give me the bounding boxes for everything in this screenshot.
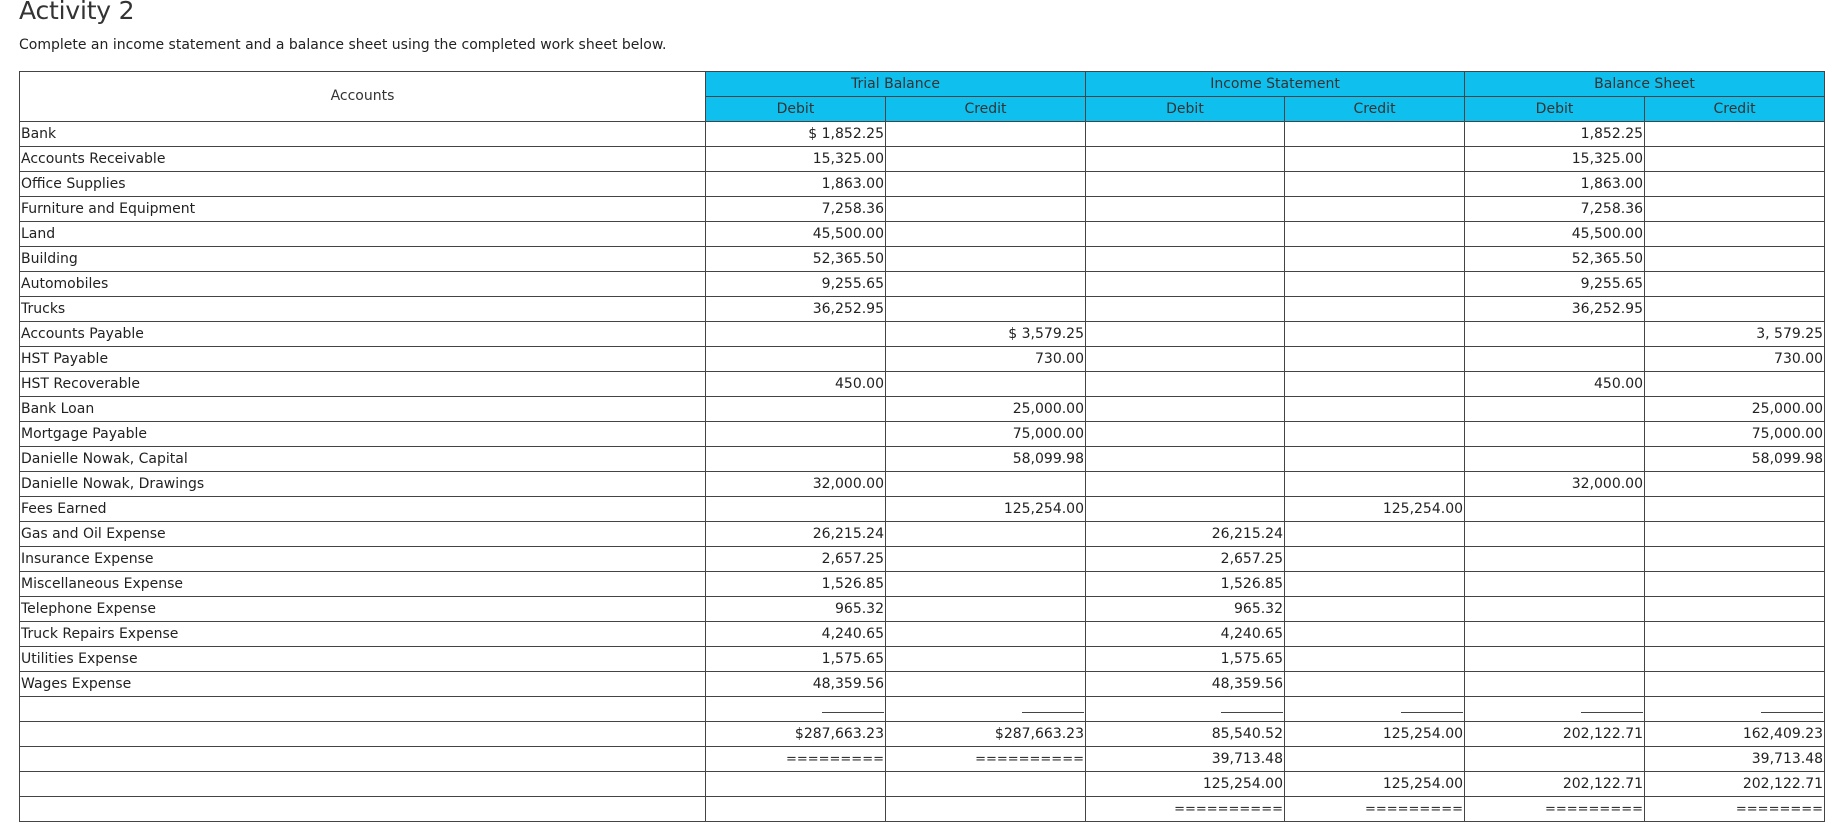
tb-credit-cell [886, 622, 1086, 647]
bs-credit-cell [1645, 522, 1825, 547]
net-income-is-credit [1285, 747, 1465, 772]
totals-acct-cell [20, 722, 706, 747]
account-name: Land [20, 222, 706, 247]
tb-credit-cell [886, 197, 1086, 222]
account-row [20, 647, 1825, 672]
bs-credit-cell: 75,000.00 [1645, 422, 1825, 447]
bs-debit-cell [1465, 422, 1645, 447]
account-row [20, 372, 1825, 397]
tb-credit-cell [886, 647, 1086, 672]
bs-credit-cell: 730.00 [1645, 347, 1825, 372]
is-debit-cell [1086, 497, 1285, 522]
account-row [20, 247, 1825, 272]
account-row [20, 622, 1825, 647]
tb-debit-cell: 52,365.50 [706, 247, 886, 272]
underline-cell [1285, 697, 1465, 722]
tb-credit-cell [886, 272, 1086, 297]
is-debit-cell: 1,575.65 [1086, 647, 1285, 672]
is-debit-cell: 965.32 [1086, 597, 1285, 622]
tb-debit-cell: 48,359.56 [706, 672, 886, 697]
account-name: Trucks [20, 297, 706, 322]
total-bs-debit: 202,122.71 [1465, 722, 1645, 747]
is-credit-cell [1285, 272, 1465, 297]
is-credit-cell [1285, 447, 1465, 472]
account-name: HST Recoverable [20, 372, 706, 397]
group-header-row [20, 72, 1825, 97]
final-tb-credit [886, 772, 1086, 797]
net-income-bs-debit [1465, 747, 1645, 772]
tb-debit-cell [706, 447, 886, 472]
net-income-acct-cell [20, 747, 706, 772]
is-credit-cell [1285, 522, 1465, 547]
account-name: Miscellaneous Expense [20, 572, 706, 597]
is-debit-cell [1086, 397, 1285, 422]
double-rule-bs-credit: ======== [1645, 797, 1825, 822]
is-credit-cell [1285, 597, 1465, 622]
bs-credit-cell: 25,000.00 [1645, 397, 1825, 422]
work-sheet-body [20, 122, 1825, 697]
account-row [20, 172, 1825, 197]
is-debit-cell [1086, 122, 1285, 147]
tb-debit-cell: 9,255.65 [706, 272, 886, 297]
account-row [20, 397, 1825, 422]
is-credit-cell [1285, 472, 1465, 497]
tb-credit-cell: 25,000.00 [886, 397, 1086, 422]
tb-debit-cell: 1,863.00 [706, 172, 886, 197]
account-row [20, 522, 1825, 547]
double-rule-is-debit: ========== [1086, 797, 1285, 822]
bs-debit-cell [1465, 547, 1645, 572]
tb-credit-cell [886, 147, 1086, 172]
tb-credit-cell: 75,000.00 [886, 422, 1086, 447]
bs-debit-cell [1465, 522, 1645, 547]
is-debit-cell [1086, 322, 1285, 347]
bs-credit-cell [1645, 122, 1825, 147]
is-credit-cell [1285, 222, 1465, 247]
underline-cell [886, 697, 1086, 722]
account-name: Building [20, 247, 706, 272]
account-row [20, 422, 1825, 447]
tb-credit-cell [886, 672, 1086, 697]
bs-credit-cell [1645, 472, 1825, 497]
tb-debit-cell: 1,575.65 [706, 647, 886, 672]
is-credit-cell [1285, 647, 1465, 672]
underline-cell [706, 697, 886, 722]
tb-credit-cell [886, 372, 1086, 397]
is-debit-cell [1086, 472, 1285, 497]
net-income-is-debit: 39,713.48 [1086, 747, 1285, 772]
is-debit-cell: 2,657.25 [1086, 547, 1285, 572]
is-debit-header: Debit [1086, 97, 1285, 122]
account-name: Fees Earned [20, 497, 706, 522]
account-name: Accounts Payable [20, 322, 706, 347]
tb-debit-cell: 15,325.00 [706, 147, 886, 172]
bs-credit-cell [1645, 672, 1825, 697]
net-income-row [20, 747, 1825, 772]
is-debit-cell [1086, 197, 1285, 222]
bs-credit-cell: 58,099.98 [1645, 447, 1825, 472]
is-credit-cell [1285, 247, 1465, 272]
bs-debit-cell [1465, 497, 1645, 522]
tb-credit-cell [886, 522, 1086, 547]
account-name: Automobiles [20, 272, 706, 297]
tb-credit-header: Credit [886, 97, 1086, 122]
tb-credit-cell [886, 597, 1086, 622]
bs-credit-cell [1645, 647, 1825, 672]
tb-credit-cell [886, 572, 1086, 597]
is-credit-cell [1285, 672, 1465, 697]
is-debit-cell [1086, 447, 1285, 472]
is-credit-cell [1285, 372, 1465, 397]
instructions-text: Complete an income statement and a balance sheet using the completed work sheet below. [19, 37, 667, 53]
is-credit-header: Credit [1285, 97, 1465, 122]
tb-credit-cell: $ 3,579.25 [886, 322, 1086, 347]
tb-credit-cell [886, 472, 1086, 497]
bs-debit-cell: 1,852.25 [1465, 122, 1645, 147]
double-rule-bs-debit: ========= [1465, 797, 1645, 822]
is-credit-cell [1285, 547, 1465, 572]
is-credit-cell [1285, 622, 1465, 647]
final-tb-debit [706, 772, 886, 797]
is-credit-cell [1285, 422, 1465, 447]
bs-credit-cell [1645, 497, 1825, 522]
account-name: Office Supplies [20, 172, 706, 197]
is-debit-cell [1086, 222, 1285, 247]
tb-credit-cell: 58,099.98 [886, 447, 1086, 472]
net-income-bs-credit: 39,713.48 [1645, 747, 1825, 772]
totals-body [20, 697, 1825, 822]
account-row [20, 447, 1825, 472]
account-row [20, 572, 1825, 597]
tb-credit-cell [886, 297, 1086, 322]
account-row [20, 147, 1825, 172]
tb-debit-cell: 2,657.25 [706, 547, 886, 572]
is-credit-cell [1285, 172, 1465, 197]
account-row [20, 297, 1825, 322]
final-acct-cell [20, 772, 706, 797]
account-row [20, 497, 1825, 522]
tb-credit-cell [886, 222, 1086, 247]
bs-debit-cell [1465, 647, 1645, 672]
bs-debit-cell: 9,255.65 [1465, 272, 1645, 297]
tb-debit-cell: 1,526.85 [706, 572, 886, 597]
is-debit-cell: 4,240.65 [1086, 622, 1285, 647]
is-credit-cell [1285, 147, 1465, 172]
final-is-credit: 125,254.00 [1285, 772, 1465, 797]
tb-debit-cell: 7,258.36 [706, 197, 886, 222]
total-tb-debit: $287,663.23 [706, 722, 886, 747]
tb-debit-cell: 965.32 [706, 597, 886, 622]
account-name: Wages Expense [20, 672, 706, 697]
bs-credit-cell [1645, 172, 1825, 197]
balance-sheet-header: Balance Sheet [1465, 72, 1825, 97]
final-bs-credit: 202,122.71 [1645, 772, 1825, 797]
bs-debit-cell: 36,252.95 [1465, 297, 1645, 322]
total-tb-credit: $287,663.23 [886, 722, 1086, 747]
bs-debit-cell [1465, 397, 1645, 422]
bs-debit-cell [1465, 347, 1645, 372]
account-name: Insurance Expense [20, 547, 706, 572]
account-name: Accounts Receivable [20, 147, 706, 172]
double-rule-row [20, 797, 1825, 822]
account-row [20, 472, 1825, 497]
bs-credit-cell [1645, 272, 1825, 297]
work-sheet-table [19, 71, 1825, 822]
income-statement-header: Income Statement [1086, 72, 1465, 97]
page-title: Activity 2 [19, 0, 135, 25]
tb-debit-cell [706, 397, 886, 422]
bs-debit-header: Debit [1465, 97, 1645, 122]
double-rule-tb-credit [886, 797, 1086, 822]
final-is-debit: 125,254.00 [1086, 772, 1285, 797]
is-credit-cell [1285, 397, 1465, 422]
is-credit-cell [1285, 322, 1465, 347]
tb-debit-cell: 450.00 [706, 372, 886, 397]
bs-debit-cell [1465, 597, 1645, 622]
tb-credit-cell [886, 122, 1086, 147]
is-debit-cell [1086, 372, 1285, 397]
tb-debit-double-rule: ========= [706, 747, 886, 772]
account-row [20, 197, 1825, 222]
bs-credit-cell: 3, 579.25 [1645, 322, 1825, 347]
account-name: Bank Loan [20, 397, 706, 422]
tb-debit-cell: $ 1,852.25 [706, 122, 886, 147]
bs-debit-cell: 52,365.50 [1465, 247, 1645, 272]
tb-debit-cell: 4,240.65 [706, 622, 886, 647]
underline-row [20, 697, 1825, 722]
account-row [20, 222, 1825, 247]
double-rule-acct-cell [20, 797, 706, 822]
account-name: Truck Repairs Expense [20, 622, 706, 647]
underline-cell [1645, 697, 1825, 722]
account-name: Danielle Nowak, Drawings [20, 472, 706, 497]
bs-debit-cell: 45,500.00 [1465, 222, 1645, 247]
final-totals-row [20, 772, 1825, 797]
bs-credit-header: Credit [1645, 97, 1825, 122]
is-credit-cell [1285, 197, 1465, 222]
final-bs-debit: 202,122.71 [1465, 772, 1645, 797]
is-debit-cell [1086, 347, 1285, 372]
bs-credit-cell [1645, 197, 1825, 222]
is-credit-cell [1285, 572, 1465, 597]
bs-debit-cell: 15,325.00 [1465, 147, 1645, 172]
double-rule-is-credit: ========= [1285, 797, 1465, 822]
bs-credit-cell [1645, 372, 1825, 397]
tb-credit-cell [886, 547, 1086, 572]
bs-debit-cell [1465, 322, 1645, 347]
total-bs-credit: 162,409.23 [1645, 722, 1825, 747]
account-name: Mortgage Payable [20, 422, 706, 447]
bs-debit-cell [1465, 622, 1645, 647]
account-name: Bank [20, 122, 706, 147]
bs-credit-cell [1645, 222, 1825, 247]
tb-debit-cell: 36,252.95 [706, 297, 886, 322]
total-is-debit: 85,540.52 [1086, 722, 1285, 747]
account-name: Gas and Oil Expense [20, 522, 706, 547]
account-name: Danielle Nowak, Capital [20, 447, 706, 472]
is-debit-cell: 48,359.56 [1086, 672, 1285, 697]
bs-debit-cell: 450.00 [1465, 372, 1645, 397]
is-credit-cell [1285, 122, 1465, 147]
underline-acct-cell [20, 697, 706, 722]
is-debit-cell [1086, 272, 1285, 297]
bs-debit-cell: 1,863.00 [1465, 172, 1645, 197]
tb-credit-cell: 730.00 [886, 347, 1086, 372]
bs-debit-cell [1465, 672, 1645, 697]
bs-credit-cell [1645, 622, 1825, 647]
tb-credit-cell [886, 172, 1086, 197]
is-credit-cell [1285, 347, 1465, 372]
accounts-header: Accounts [20, 72, 706, 122]
account-row [20, 547, 1825, 572]
tb-debit-cell [706, 322, 886, 347]
underline-cell [1465, 697, 1645, 722]
tb-debit-cell: 26,215.24 [706, 522, 886, 547]
tb-debit-cell [706, 497, 886, 522]
bs-debit-cell: 32,000.00 [1465, 472, 1645, 497]
tb-credit-cell [886, 247, 1086, 272]
is-debit-cell: 1,526.85 [1086, 572, 1285, 597]
tb-debit-cell: 45,500.00 [706, 222, 886, 247]
account-row [20, 672, 1825, 697]
account-name: HST Payable [20, 347, 706, 372]
trial-balance-header: Trial Balance [706, 72, 1086, 97]
totals-row [20, 722, 1825, 747]
is-credit-cell [1285, 297, 1465, 322]
bs-debit-cell [1465, 447, 1645, 472]
bs-debit-cell: 7,258.36 [1465, 197, 1645, 222]
account-name: Furniture and Equipment [20, 197, 706, 222]
tb-debit-cell [706, 347, 886, 372]
is-debit-cell: 26,215.24 [1086, 522, 1285, 547]
account-row [20, 322, 1825, 347]
tb-debit-header: Debit [706, 97, 886, 122]
bs-credit-cell [1645, 147, 1825, 172]
is-debit-cell [1086, 247, 1285, 272]
tb-credit-double-rule: ========== [886, 747, 1086, 772]
bs-debit-cell [1465, 572, 1645, 597]
is-debit-cell [1086, 422, 1285, 447]
is-credit-cell: 125,254.00 [1285, 497, 1465, 522]
bs-credit-cell [1645, 297, 1825, 322]
bs-credit-cell [1645, 597, 1825, 622]
bs-credit-cell [1645, 247, 1825, 272]
account-row [20, 122, 1825, 147]
is-debit-cell [1086, 297, 1285, 322]
double-rule-tb-debit [706, 797, 886, 822]
tb-credit-cell: 125,254.00 [886, 497, 1086, 522]
account-row [20, 597, 1825, 622]
account-name: Utilities Expense [20, 647, 706, 672]
total-is-credit: 125,254.00 [1285, 722, 1465, 747]
account-row [20, 347, 1825, 372]
tb-debit-cell: 32,000.00 [706, 472, 886, 497]
bs-credit-cell [1645, 572, 1825, 597]
is-debit-cell [1086, 172, 1285, 197]
tb-debit-cell [706, 422, 886, 447]
is-debit-cell [1086, 147, 1285, 172]
account-row [20, 272, 1825, 297]
bs-credit-cell [1645, 547, 1825, 572]
underline-cell [1086, 697, 1285, 722]
account-name: Telephone Expense [20, 597, 706, 622]
